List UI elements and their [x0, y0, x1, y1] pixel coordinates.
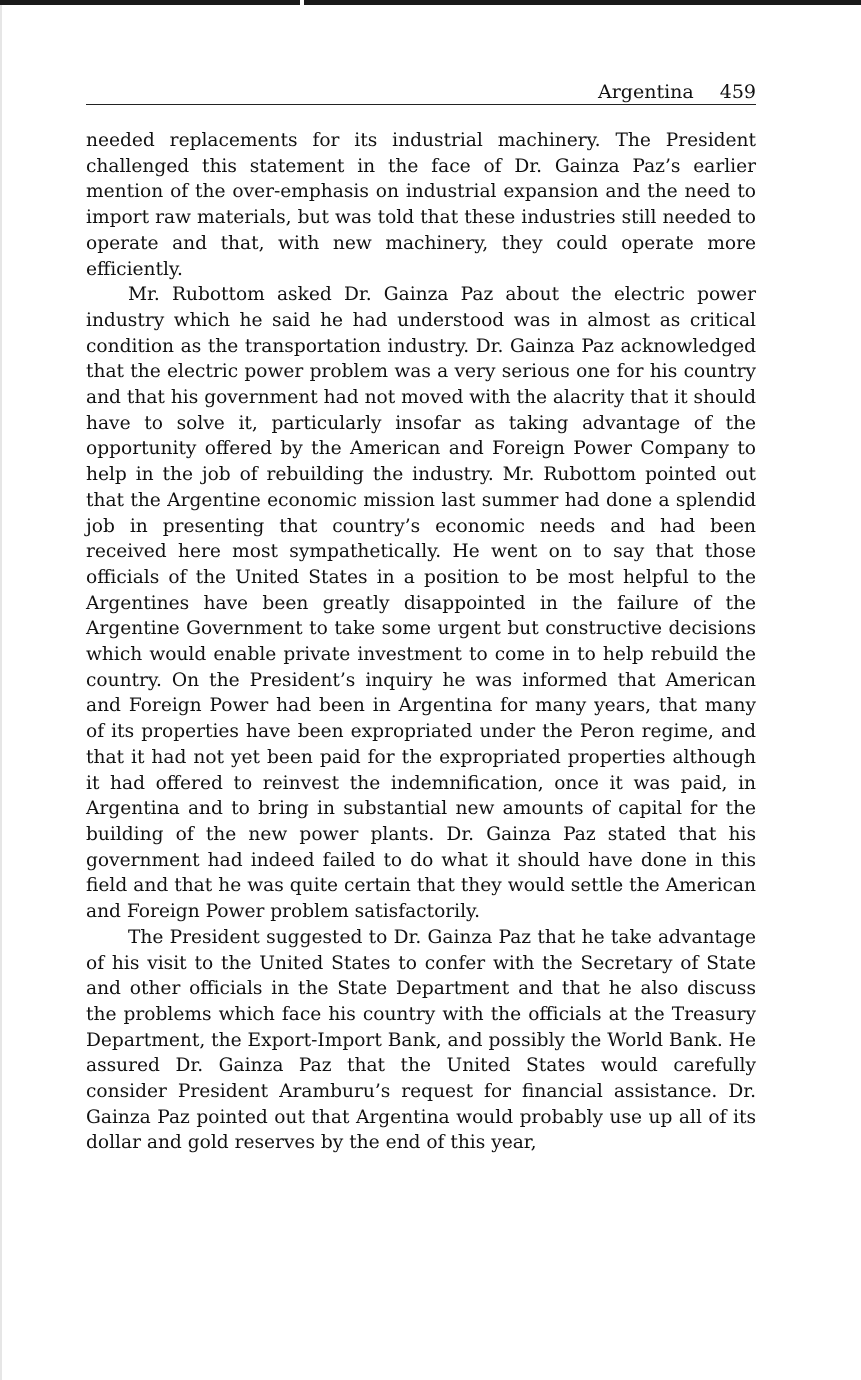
paragraph-president-suggestion: The President suggested to Dr. Gainza Paz that he take advantage of his visit to the United States to confer with the Secretary of State and other officials in the State Department and that he also discuss the problems which face his country with the officials at the Treasury Department, the Export-Import Bank, and possibly the World Bank. He assured Dr. Gainza Paz that the United States would carefully consider President Aramburu’s request for financial assistance. Dr. Gainza Paz pointed out that Argentina would probably use up all of its dollar and gold reserves by the end of this year, [86, 926, 756, 1154]
page-left-edge [0, 5, 2, 1380]
running-title: Argentina [598, 81, 694, 103]
body-text [86, 128, 756, 1156]
running-header [86, 80, 756, 105]
paragraph-electric-power: Mr. Rubottom asked Dr. Gainza Paz about the electric power industry which he said he had understood was in almost as critical condition as the transportation industry. Dr. Gainza Paz acknowledged that the electric power problem was a very serious one for his country and that his government had not moved with the alacrity that it should have to solve it, particularly insofar as taking advantage of the opportunity offered by the American and Foreign Power Company to help in the job of rebuilding the industry. Mr. Rubottom pointed out that the Argentine economic mission last summer had done a splendid job in presenting that country’s economic needs and had been received here most sympathetically. He went on to say that those officials of the United States in a position to be most helpful to the Argentines have been greatly disappointed in the failure of the Argentine Government to take some urgent but constructive decisions which would enable private investment to come in to help rebuild the country. On the President’s inquiry he was informed that American and Foreign Power had been in Argentina for many years, that many of its properties have been expropriated under the Peron regime, and that it had not yet been paid for the expropriated properties although it had offered to reinvest the indemnification, once it was paid, in Argentina and to bring in substantial new amounts of capital for the building of the new power plants. Dr. Gainza Paz stated that his government had indeed failed to do what it should have done in this field and that he was quite certain that they would settle the American and Foreign Power problem satisfactorily. [86, 284, 756, 923]
page-number: 459 [719, 81, 756, 103]
paragraph-continued: needed replacements for its industrial machinery. The President challenged this statement in the face of Dr. Gainza Paz’s earlier mention of the over-emphasis on industrial expansion and the need to import raw materials, but was told that these industries still needed to operate and that, with new machinery, they could operate more efficiently. [86, 130, 756, 280]
page-top-border [0, 0, 861, 5]
page-top-border-gap [300, 0, 304, 5]
